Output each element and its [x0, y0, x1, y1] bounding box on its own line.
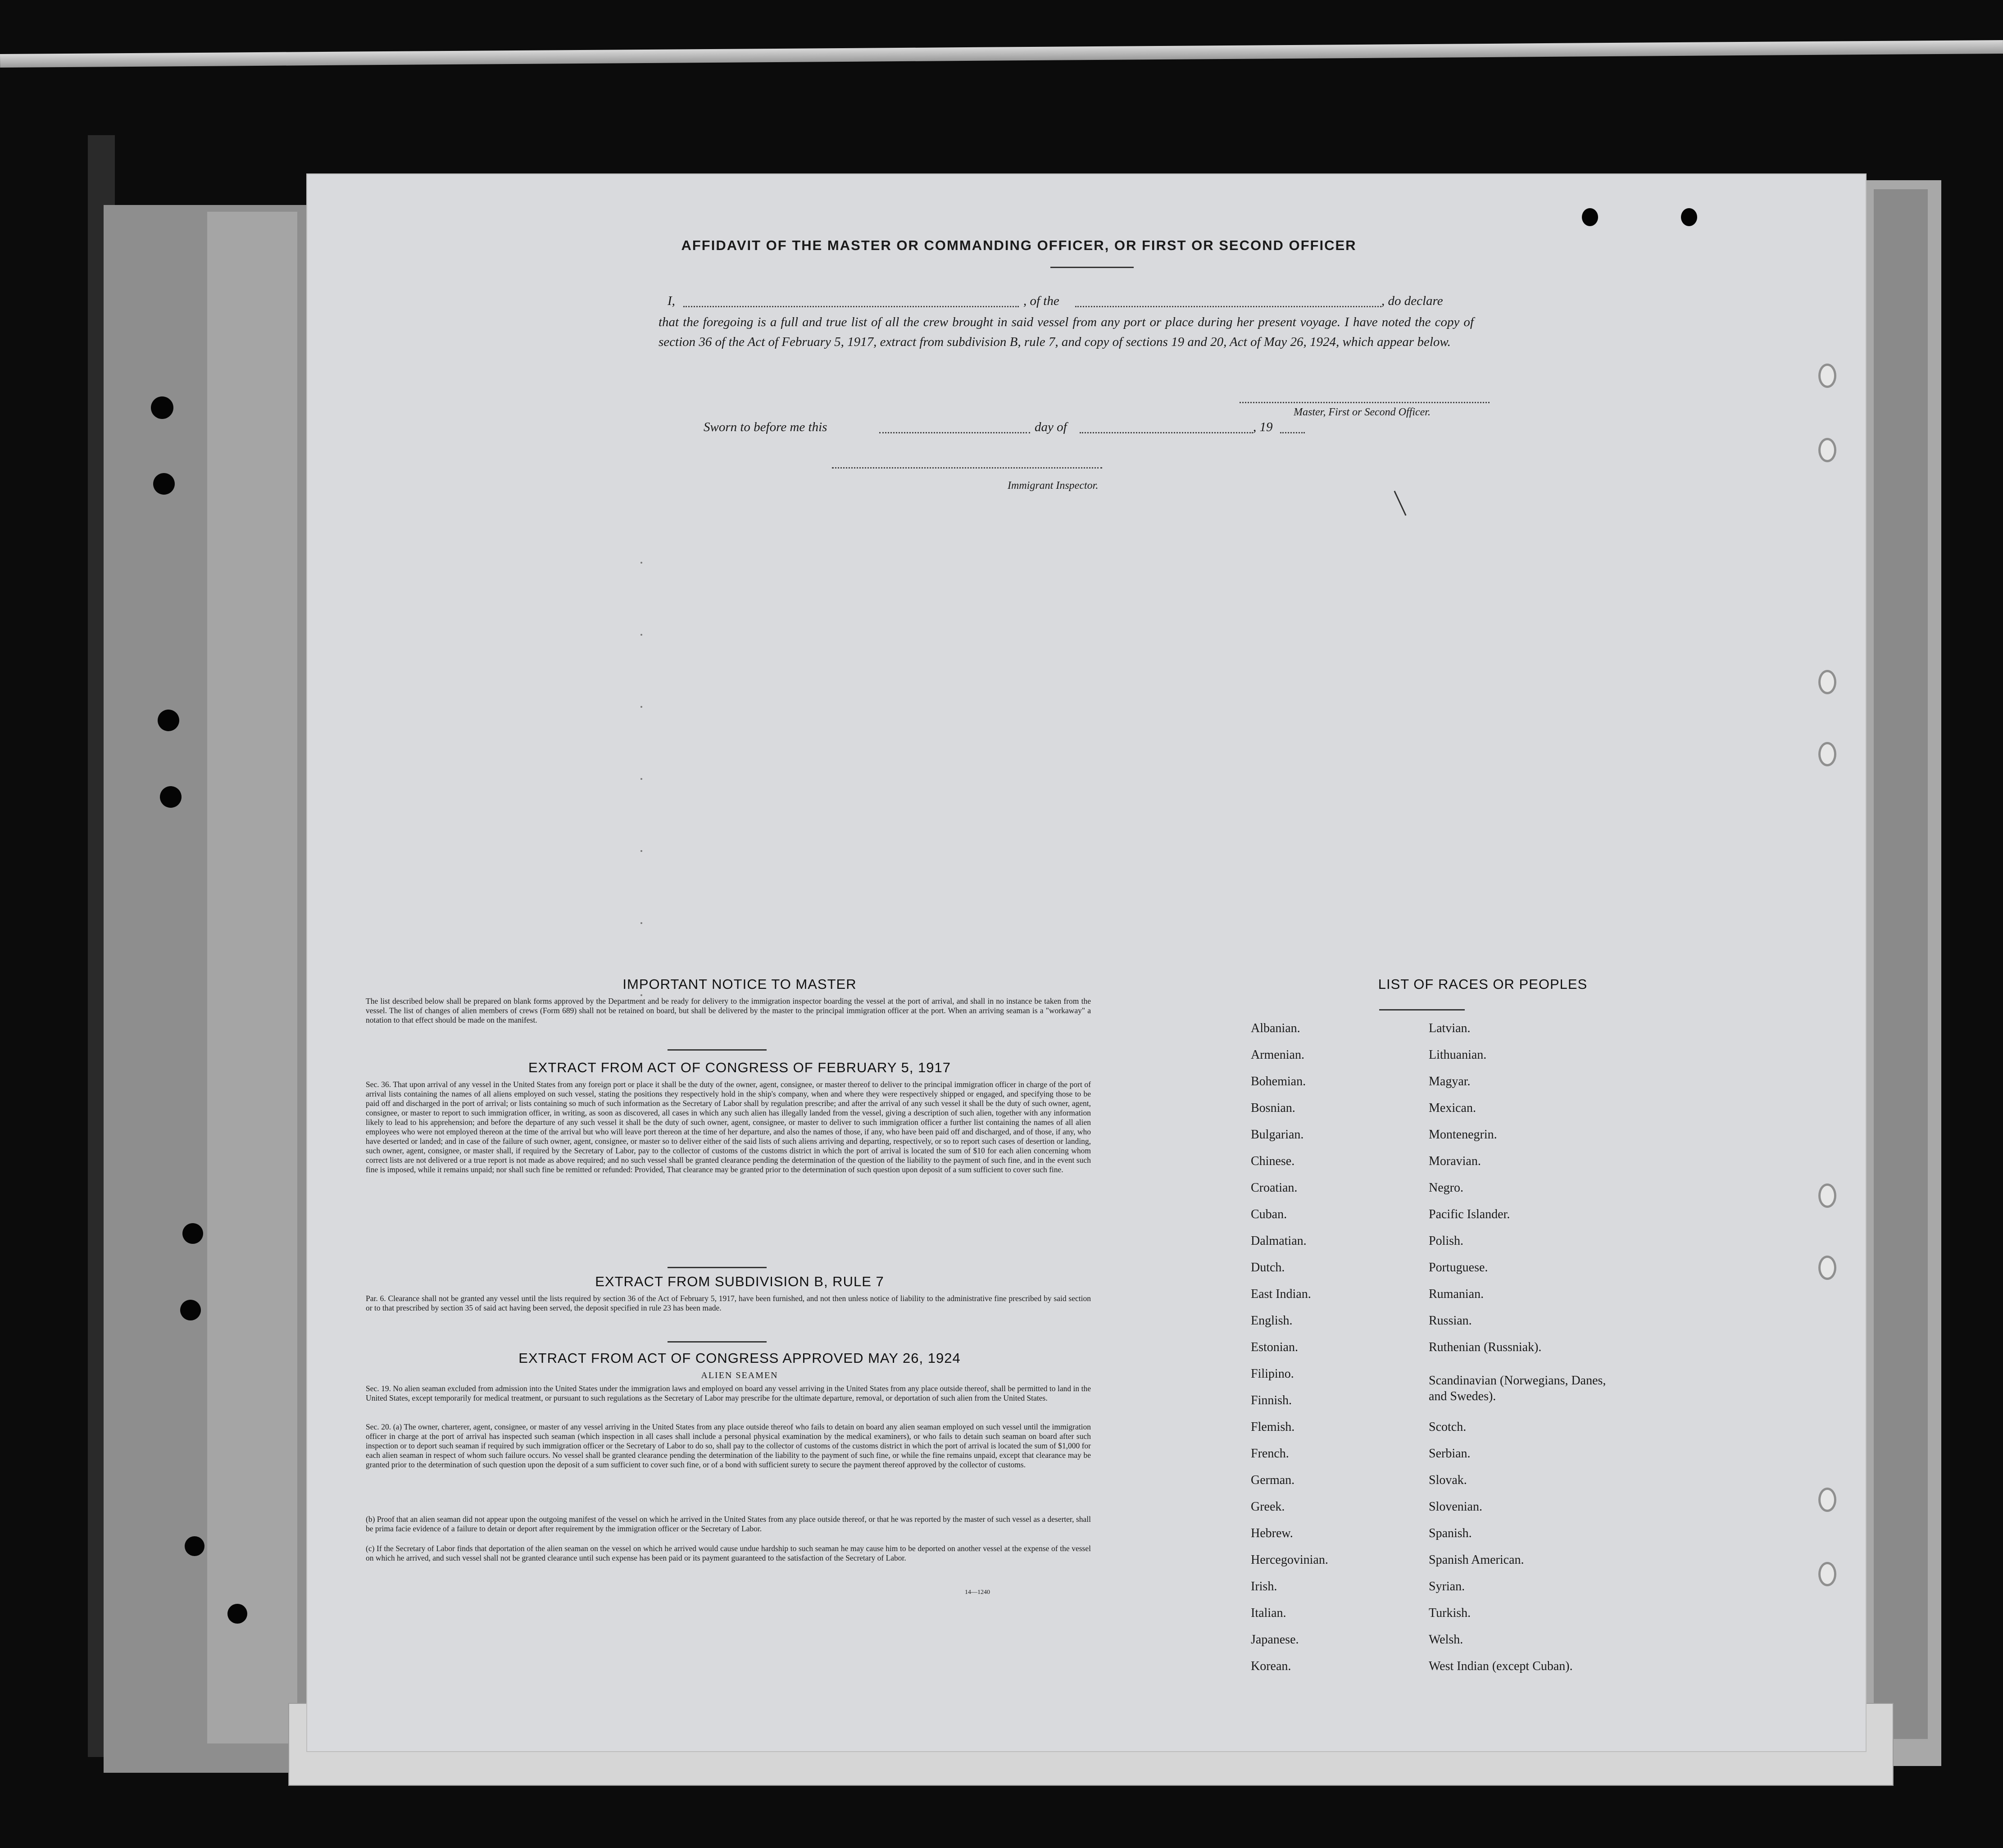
affidavit-i: I,: [668, 294, 675, 308]
binding-hole: [153, 473, 175, 495]
races-rule: [1379, 1009, 1465, 1010]
faint-mark: [640, 634, 642, 636]
title-rule: [1050, 267, 1134, 268]
day-of-label: day of: [1035, 420, 1067, 434]
race-item: Cuban.: [1251, 1207, 1287, 1221]
extract-1917-title: EXTRACT FROM ACT OF CONGRESS OF FEBRUARY 5, 1917: [528, 1060, 951, 1075]
race-item: Albanian.: [1251, 1021, 1300, 1035]
extract-1917-text: Sec. 36. That upon arrival of any vessel in the United States from any foreign port or place it shall be the duty of the owner, agent, consignee, or master thereof to deliver to the principal immigration officer in charge of the port of arrival lists containing the names of all aliens employed on such vessel, stating the positions they respectively hold in the ship's company, when and where they were respectively shipped or engaged, and specifying those to be paid off and discharged in the port of arrival; or lists containing so much of such information as the Secretary of Labor shall by regulation prescribe; and after the arrival of any such vessel it shall be the duty of such owner, agent, consignee, or master to report to such immigration officer, in writing, as soon as discovered, all cases in which any such alien has illegally landed from the vessel, giving a description of such alien, together with any information likely to lead to his apprehension; and before the departure of any such vessel it shall be the duty of such owner, agent, consignee, or master to deliver to such immigration officer a further list containing the names of all alien employees who were not employed thereon at the time of the arrival but who will leave port thereon at the time of her departure, and also the names of those, if any, who have been paid off and discharged, and of those, if any, who have deserted or landed; and in case of the failure of such owner, agent, consignee, or master so to deliver either of the said lists of such aliens arriving and departing, respectively, or so to report such cases of desertion or landing, such owner, agent, consignee, or master shall, if required by the Secretary of Labor, pay to the collector of customs of the customs district in which the port of arrival is located the sum of $10 for each alien concerning whom correct lists are not delivered or a true report is not made as above required; and no such vessel shall be granted clearance pending the determination of the question of the liability to the payment of such fine, and in the event such fine is imposed, while it remains unpaid; nor shall such fine be remitted or refunded: Provided, That clearance may be granted prior to the determination of such question upon deposit of a sum sufficient to cover such fine.: [366, 1080, 1091, 1174]
race-item: Filipino.: [1251, 1367, 1294, 1381]
race-item: Montenegrin.: [1429, 1128, 1497, 1142]
rule7-text: Par. 6. Clearance shall not be granted any vessel until the lists required by section 36 of the Act of February 5, 1917, have been furnished, and not then unless notice of liability to the administrative fine prescribed by said section or to that prescribed by section 35 of said act having been served, the deposit specified in rule 23 has been made.: [366, 1294, 1091, 1312]
race-item: Magyar.: [1429, 1074, 1471, 1088]
affidavit-page: [306, 173, 1867, 1752]
binder-ring: [1818, 1488, 1836, 1512]
race-item: Bulgarian.: [1251, 1128, 1304, 1142]
faint-mark: [640, 562, 642, 564]
race-item: Scandinavian (Norwegians, Danes, and Swedes).: [1429, 1374, 1606, 1403]
race-item: French.: [1251, 1447, 1289, 1461]
sworn-prefix: Sworn to before me this: [704, 420, 827, 434]
race-item: Syrian.: [1429, 1579, 1465, 1593]
binder-ring: [1818, 364, 1836, 388]
race-item: Chinese.: [1251, 1154, 1295, 1168]
punch-hole: [1582, 208, 1598, 226]
race-item: Spanish American.: [1429, 1553, 1524, 1567]
race-item: Mexican.: [1429, 1101, 1476, 1115]
race-item: Lithuanian.: [1429, 1048, 1487, 1062]
race-item: West Indian (except Cuban).: [1429, 1659, 1573, 1673]
affidavit-title: AFFIDAVIT OF THE MASTER OR COMMANDING OFFICER, OR FIRST OR SECOND OFFICER: [681, 237, 1357, 253]
race-item: Flemish.: [1251, 1420, 1295, 1434]
race-item: Ruthenian (Russniak).: [1429, 1340, 1542, 1354]
race-item: Japanese.: [1251, 1633, 1299, 1647]
race-item: Dalmatian.: [1251, 1234, 1307, 1248]
binder-ring: [1818, 742, 1836, 766]
race-item: East Indian.: [1251, 1287, 1311, 1301]
section-rule: [668, 1049, 767, 1051]
master-caption: Master, First or Second Officer.: [1294, 406, 1431, 418]
binder-ring: [1818, 438, 1836, 462]
sec20c-text: (c) If the Secretary of Labor finds that deportation of the alien seaman on the vessel on which he arrived would cause undue hardship to such seaman he may cause him to be deported on another vessel at the expense of the vessel on which he arrived, and such vessel shall not be granted clearance until such expense has been paid or its payment guaranteed to the satisfaction of the Secretary of Labor.: [366, 1544, 1091, 1562]
race-item: Irish.: [1251, 1579, 1277, 1593]
scanner-top-strip: [0, 40, 2003, 68]
race-item: Serbian.: [1429, 1447, 1471, 1461]
binding-hole: [185, 1536, 204, 1556]
rule7-title: EXTRACT FROM SUBDIVISION B, RULE 7: [595, 1274, 884, 1289]
race-item: Portuguese.: [1429, 1261, 1488, 1274]
race-item: Rumanian.: [1429, 1287, 1484, 1301]
binding-hole: [227, 1604, 247, 1624]
race-item: Croatian.: [1251, 1181, 1298, 1195]
binding-hole: [160, 786, 182, 808]
faint-mark: [640, 778, 642, 780]
race-item: Slovenian.: [1429, 1500, 1482, 1514]
year-label: , 19: [1253, 420, 1273, 434]
name-field[interactable]: [683, 306, 1019, 307]
binding-hole: [158, 710, 179, 731]
race-item: Armenian.: [1251, 1048, 1304, 1062]
faint-mark: [640, 850, 642, 852]
vessel-field[interactable]: [1075, 306, 1381, 307]
race-item: Dutch.: [1251, 1261, 1285, 1274]
race-item: German.: [1251, 1473, 1295, 1487]
inspector-caption: Immigrant Inspector.: [1008, 480, 1099, 492]
affidavit-of-the: , of the: [1023, 294, 1059, 308]
race-item: Greek.: [1251, 1500, 1285, 1514]
race-item: Italian.: [1251, 1606, 1286, 1620]
race-item: Finnish.: [1251, 1393, 1292, 1407]
pen-mark: [1394, 491, 1406, 516]
sworn-year-field[interactable]: [1280, 432, 1305, 433]
race-item: Negro.: [1429, 1181, 1463, 1195]
extract-1924-title: EXTRACT FROM ACT OF CONGRESS APPROVED MAY 26, 1924: [518, 1350, 961, 1366]
affidavit-body: that the foregoing is a full and true list of all the crew brought in said vessel from any port or place during her present voyage. I have noted the copy of section 36 of the Act of February 5, 1917, extract from subdivision B, rule 7, and copy of sections 19 and 20, Act of May 26, 1924, which appear below.: [659, 315, 1474, 349]
race-item: English.: [1251, 1314, 1293, 1328]
form-number: 14—1240: [965, 1589, 990, 1596]
race-item: Scotch.: [1429, 1420, 1467, 1434]
sworn-day-field[interactable]: [879, 432, 1030, 433]
race-item: Korean.: [1251, 1659, 1291, 1673]
binding-hole: [151, 396, 173, 419]
race-item: Spanish.: [1429, 1526, 1472, 1540]
race-item: Turkish.: [1429, 1606, 1471, 1620]
race-item: Polish.: [1429, 1234, 1464, 1248]
race-item: Hercegovinian.: [1251, 1553, 1328, 1567]
faint-mark: [640, 706, 642, 708]
race-item: Russian.: [1429, 1314, 1472, 1328]
binder-ring: [1818, 1183, 1836, 1208]
sec19-text: Sec. 19. No alien seaman excluded from admission into the United States under the immigration laws and employed on board any vessel arriving in the United States from any place outside thereof, shall be permitted to land in the United States, except temporarily for medical treatment, or pursuant to such regulations as the Secretary of Labor may prescribe for the ultimate departure, removal, or deportation of such alien from the United States.: [366, 1384, 1091, 1402]
race-item: Hebrew.: [1251, 1526, 1293, 1540]
binding-hole: [182, 1223, 203, 1244]
binder-ring: [1818, 1256, 1836, 1280]
sec20b-text: (b) Proof that an alien seaman did not appear upon the outgoing manifest of the vessel on which he arrived in the United States from any place outside thereof, or that he was reported by the master of such vessel as a deserter, shall be prima facie evidence of a failure to detain or deport after requirement by the immigration officer or the Secretary of Labor.: [366, 1515, 1091, 1533]
faint-mark: [640, 994, 642, 996]
race-item: Moravian.: [1429, 1154, 1481, 1168]
underlying-sheet-strip: [207, 212, 297, 1743]
race-item: Latvian.: [1429, 1021, 1471, 1035]
race-item: Pacific Islander.: [1429, 1207, 1510, 1221]
underlying-sheet-right-shadow: [1874, 189, 1928, 1739]
affidavit-declare: , do declare: [1381, 294, 1443, 308]
master-signature-line[interactable]: [1240, 402, 1490, 403]
faint-mark: [640, 922, 642, 924]
section-rule: [668, 1267, 767, 1268]
sworn-month-field[interactable]: [1080, 432, 1253, 433]
punch-hole: [1681, 208, 1697, 226]
binder-ring: [1818, 670, 1836, 694]
notice-title: IMPORTANT NOTICE TO MASTER: [622, 976, 857, 992]
binder-ring: [1818, 1562, 1836, 1586]
races-title: LIST OF RACES OR PEOPLES: [1378, 976, 1588, 992]
notice-text: The list described below shall be prepared on blank forms approved by the Department and be ready for delivery to the immigration inspector boarding the vessel at the port of arrival, and shall in no instance be taken from the vessel. The list of changes of alien members of crews (Form 689) shall not be retained on board, but shall be delivered by the master to the principal immigration officer at the port. When an arriving seaman is a "workaway" a notation to that effect should be made on the manifest.: [366, 997, 1091, 1024]
section-rule: [668, 1341, 767, 1343]
race-item: Estonian.: [1251, 1340, 1298, 1354]
alien-seamen-subtitle: ALIEN SEAMEN: [701, 1370, 778, 1380]
race-item: Welsh.: [1429, 1633, 1463, 1647]
sec20a-text: Sec. 20. (a) The owner, charterer, agent, consignee, or master of any vessel arriving in the United States from any place outside thereof who fails to detain on board any alien seaman employed on such vessel until the immigration officer in charge at the port of arrival has inspected such seaman (which inspection in all cases shall include a personal physical examination by the medical examiners), or who fails to detain such seaman on board after such inspection or to deport such seaman if required by such immigration officer or the Secretary of Labor to do so, shall pay to the collector of customs of the customs district in which the port of arrival is located the sum of $1,000 for each alien seaman in respect of whom such failure occurs. No vessel shall be granted clearance pending the determination of the liability to the payment of such fine, or while the fine remains unpaid, except that clearance may be granted prior to the determination of such question upon the deposit of a sum sufficient to cover such fine, or of a bond with sufficient surety to secure the payment thereof approved by the collector of customs.: [366, 1422, 1091, 1469]
race-item: Bosnian.: [1251, 1101, 1295, 1115]
inspector-signature-line[interactable]: [832, 467, 1102, 469]
race-item: Bohemian.: [1251, 1074, 1306, 1088]
binding-hole: [180, 1300, 201, 1320]
race-item: Slovak.: [1429, 1473, 1467, 1487]
